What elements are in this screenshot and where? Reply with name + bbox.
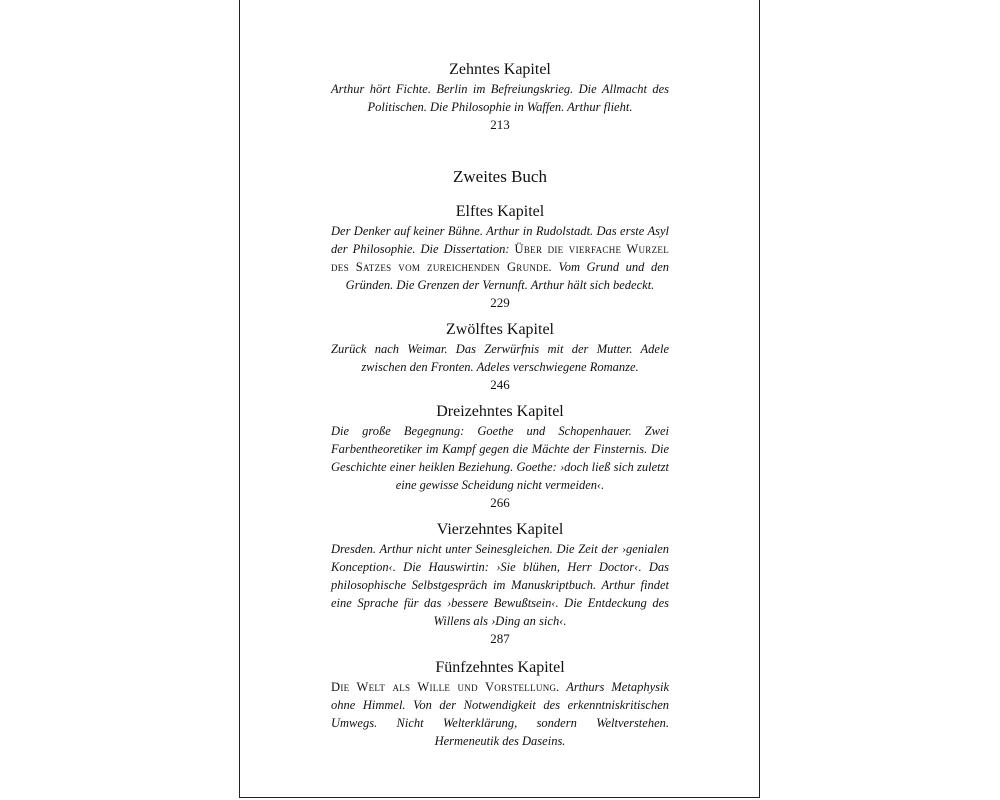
chapter-10 [331, 60, 669, 134]
page-number: 287 [490, 631, 510, 646]
page-number: 213 [490, 117, 510, 132]
table-of-contents [331, 60, 669, 750]
chapter-title: Zehntes Kapitel [449, 61, 551, 78]
chapter-title: Fünfzehntes Kapitel [435, 659, 565, 676]
chapter-11 [331, 202, 669, 312]
chapter-summary [331, 222, 669, 294]
page-number: 266 [490, 495, 510, 510]
book-page [239, 0, 760, 798]
page-number: 246 [490, 377, 510, 392]
chapter-title: Zwölftes Kapitel [446, 321, 554, 338]
chapter-summary: Arthur hört Fichte. Berlin im Befreiungskrieg. Die Allmacht des Politischen. Die Philosophie in Waffen. Arthur flieht. [331, 82, 669, 114]
work-title: Über die vierfache Wurzel des Satzes vom zureichenden Grunde [331, 242, 669, 274]
chapter-15 [331, 658, 669, 750]
chapter-summary: Zurück nach Weimar. Das Zerwürfnis mit der Mutter. Adele zwischen den Fronten. Adeles verschwiegene Romanze. [331, 342, 669, 374]
chapter-title: Vierzehntes Kapitel [436, 521, 564, 538]
summary-text: . Arthurs Metaphysik ohne Himmel. Von der Notwendigkeit des erkenntniskritischen Umwegs. Nicht Welterklärung, sondern Weltverstehen. Hermeneutik des Daseins. [331, 680, 670, 748]
chapter-summary: Dresden. Arthur nicht unter Seinesgleichen. Die Zeit der ›genialen Konception‹. Die Hauswirtin: ›Sie blühen, Herr Doctor‹. Das philosophische Selbstgespräch im Manuskriptbuch. Arthur findet eine Sprache für das ›bessere Bewußtsein‹. Die Entdeckung des Willens als ›Ding an sich‹. [331, 542, 669, 628]
book-heading: Zweites Buch [453, 167, 547, 186]
chapter-summary [331, 678, 669, 750]
chapter-12 [331, 320, 669, 394]
chapter-14 [331, 520, 669, 648]
summary-text: . Vom Grund und den Gründen. Die Grenzen der Vernunft. Arthur hält sich bedeckt. [345, 260, 669, 292]
chapter-summary: Die große Begegnung: Goethe und Schopenhauer. Zwei Farbentheoretiker im Kampf gegen die Mächte der Finsternis. Die Geschichte einer heiklen Beziehung. Goethe: ›doch ließ sich zuletzt eine gewisse Scheidung nicht vermeiden‹. [331, 424, 669, 492]
chapter-title: Dreizehntes Kapitel [436, 403, 564, 420]
chapter-13 [331, 402, 669, 512]
summary-text: Der Denker auf keiner Bühne. Arthur in Rudolstadt. Das erste Asyl der Philosophie. Die Dissertation: [331, 224, 669, 256]
page-number: 229 [490, 295, 510, 310]
chapter-title: Elftes Kapitel [455, 203, 545, 220]
work-title: Die Welt als Wille und Vorstellung [331, 680, 557, 694]
